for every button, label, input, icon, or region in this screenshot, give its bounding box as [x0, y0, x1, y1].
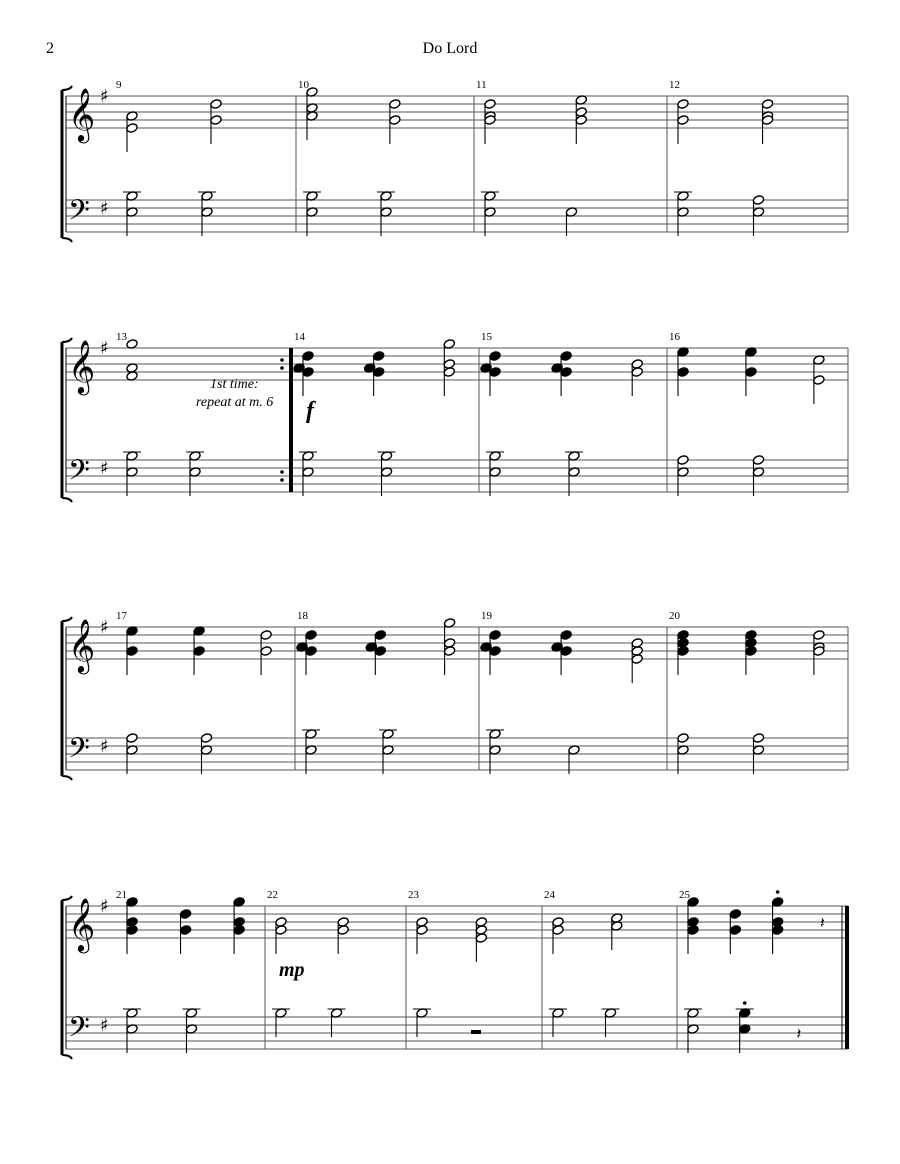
system-4	[62, 889, 848, 1059]
bass-clef-icon: 𝄢	[68, 1011, 90, 1051]
note-head	[752, 195, 764, 206]
bracket-hook	[62, 1055, 72, 1059]
bracket-hook	[62, 238, 72, 242]
measure-number: 21	[116, 889, 127, 901]
note-head	[126, 123, 138, 134]
dynamic-marking: f	[306, 398, 314, 424]
note-head	[210, 99, 222, 110]
sharp-icon: ♯	[100, 896, 109, 917]
note-head	[813, 630, 825, 641]
treble-clef-icon: 𝄞	[68, 87, 96, 141]
note-head	[745, 367, 757, 378]
note-head	[126, 925, 138, 936]
sharp-icon: ♯	[100, 338, 109, 359]
note-head	[677, 733, 689, 744]
measure-23	[408, 889, 488, 1037]
page-title: Do Lord	[422, 40, 478, 57]
bracket-hook	[62, 498, 72, 502]
note-head	[200, 733, 212, 744]
note-head	[443, 367, 455, 378]
measure-number: 22	[267, 889, 278, 901]
note-head	[489, 351, 501, 362]
measure-number: 23	[408, 889, 419, 901]
measure-number: 19	[481, 610, 492, 622]
note-head	[677, 455, 689, 466]
note-head	[337, 925, 349, 936]
staccato-dot	[776, 890, 780, 894]
treble-clef-icon: 𝄞	[68, 618, 96, 672]
note-head	[443, 646, 455, 657]
note-head	[489, 630, 501, 641]
note-head	[126, 733, 138, 744]
repeat-dot	[280, 358, 284, 362]
bass-clef-icon: 𝄢	[68, 194, 90, 234]
sharp-icon: ♯	[100, 617, 109, 638]
measure-number: 11	[476, 79, 487, 91]
measure-12	[669, 79, 774, 236]
note-head	[552, 925, 564, 936]
note-head	[752, 455, 764, 466]
note-head	[416, 925, 428, 936]
staccato-dot	[743, 1001, 747, 1005]
repeat-annotation: 1st time:	[210, 377, 259, 392]
note-head	[179, 909, 191, 920]
measure-10	[298, 79, 401, 236]
note-head	[752, 733, 764, 744]
measure-24	[544, 889, 623, 1037]
note-head	[374, 630, 386, 641]
system-3	[62, 610, 848, 780]
note-head	[260, 646, 272, 657]
note-head	[677, 646, 689, 657]
note-head	[302, 351, 314, 362]
measure-9	[116, 79, 222, 236]
repeat-dot	[280, 478, 284, 482]
measure-number: 10	[298, 79, 309, 91]
quarter-rest-icon: 𝄽	[796, 1024, 802, 1043]
sharp-icon: ♯	[100, 198, 109, 219]
measure-number: 16	[669, 331, 680, 343]
dynamic-marking: mp	[279, 959, 305, 981]
note-head	[484, 99, 496, 110]
note-head	[677, 367, 689, 378]
measure-number: 25	[679, 889, 690, 901]
treble-clef-icon: 𝄞	[68, 339, 96, 393]
note-head	[389, 99, 401, 110]
note-head	[761, 99, 773, 110]
measure-number: 14	[294, 331, 305, 343]
repeat-dot	[280, 470, 284, 474]
note-head	[372, 351, 384, 362]
system-1	[62, 79, 848, 242]
note-head	[126, 646, 138, 657]
measure-number: 18	[297, 610, 308, 622]
measure-11	[476, 79, 587, 236]
note-head	[771, 925, 783, 936]
note-head	[575, 115, 587, 126]
treble-clef-icon: 𝄞	[68, 897, 96, 951]
measure-number: 9	[116, 79, 122, 91]
note-head	[389, 115, 401, 126]
measure-number: 24	[544, 889, 555, 901]
note-head	[677, 99, 689, 110]
bass-clef-icon: 𝄢	[68, 732, 90, 772]
measure-22	[267, 889, 349, 1037]
note-head	[275, 925, 287, 936]
page-number: 2	[46, 40, 54, 57]
note-head	[813, 375, 825, 386]
note-head	[560, 630, 572, 641]
measure-number: 12	[669, 79, 680, 91]
note-head	[210, 115, 222, 126]
half-rest-icon	[471, 1030, 481, 1034]
sharp-icon: ♯	[100, 458, 109, 479]
sharp-icon: ♯	[100, 86, 109, 107]
note-head	[677, 115, 689, 126]
quarter-rest-icon: 𝄽	[819, 913, 825, 932]
measure-number: 20	[669, 610, 680, 622]
note-head	[631, 654, 643, 665]
note-head	[631, 367, 643, 378]
bracket-hook	[62, 776, 72, 780]
system-2	[62, 331, 848, 502]
sharp-icon: ♯	[100, 736, 109, 757]
measure-number: 17	[116, 610, 127, 622]
note-head	[179, 925, 191, 936]
sharp-icon: ♯	[100, 1015, 109, 1036]
bass-clef-icon: 𝄢	[68, 454, 90, 494]
note-head	[475, 933, 487, 944]
repeat-annotation: repeat at m. 6	[196, 395, 274, 410]
note-head	[745, 646, 757, 657]
note-head	[233, 925, 245, 936]
note-head	[729, 925, 741, 936]
note-head	[305, 630, 317, 641]
note-head	[687, 925, 699, 936]
repeat-dot	[280, 366, 284, 370]
note-head	[260, 630, 272, 641]
measure-number: 13	[116, 331, 127, 343]
note-head	[729, 909, 741, 920]
note-head	[193, 646, 205, 657]
measure-number: 15	[481, 331, 492, 343]
note-head	[560, 351, 572, 362]
